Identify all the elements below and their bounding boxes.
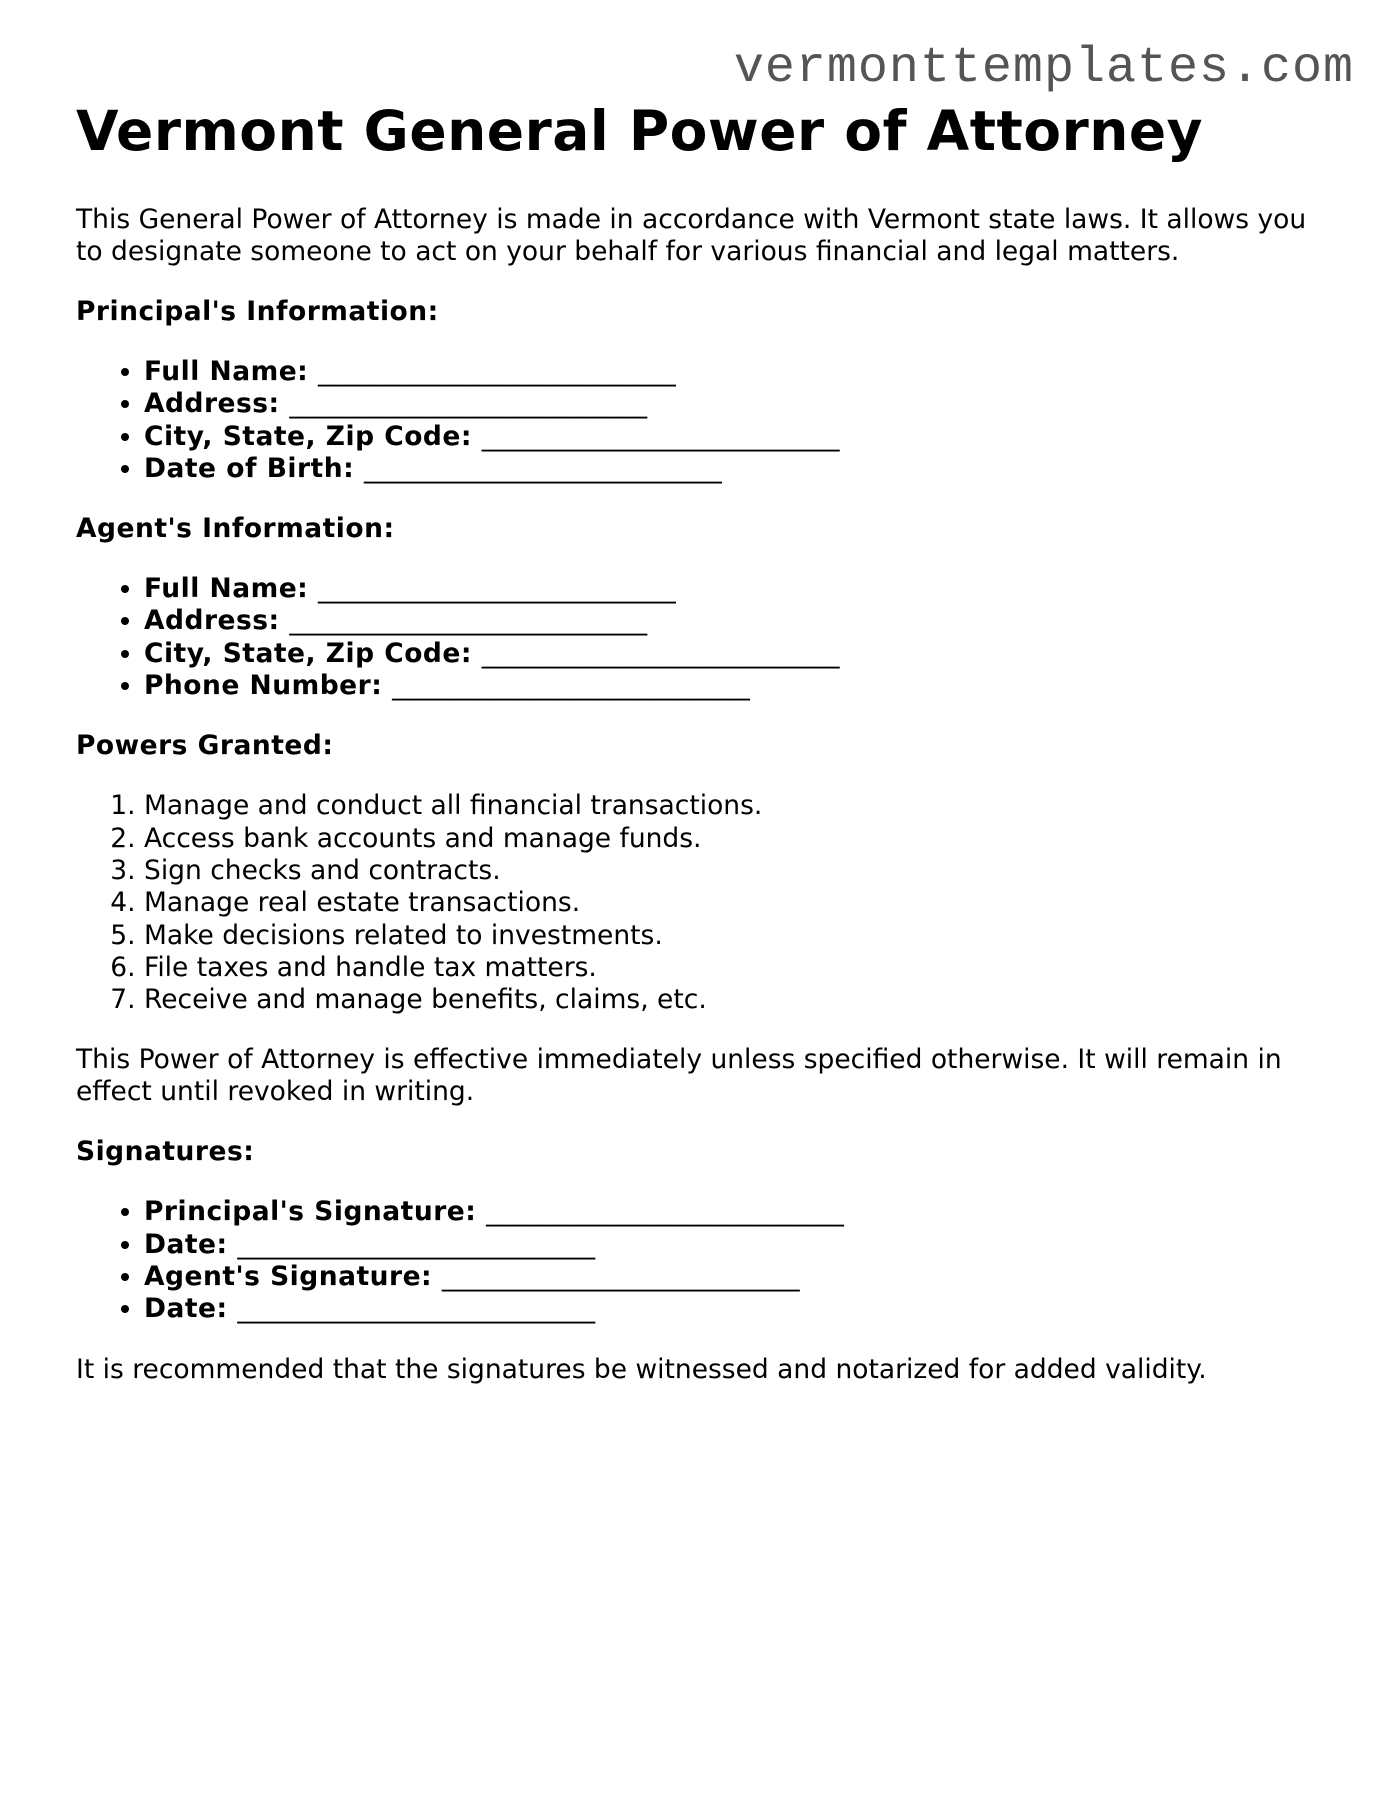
field-label: Date: [144,1293,228,1325]
powers-list [76,790,1326,1016]
signatures-section-heading: Signatures: [76,1136,255,1168]
principal-fields-list [76,356,1326,485]
field-label: City, State, Zip Code: [144,637,472,669]
field-label: Date of Birth: [144,452,355,484]
power-item: 1. Manage and conduct all financial transactions. [144,790,1326,822]
principal-date-of-birth-field [144,453,1326,485]
blank-line[interactable]: ___________________________ [289,605,648,637]
agent-signature-field [144,1261,1326,1293]
field-label: Full Name: [144,356,309,387]
blank-line[interactable]: ___________________________ [441,1261,800,1293]
agent-signature-date-field [144,1293,1326,1325]
power-item: 3. Sign checks and contracts. [144,855,1326,887]
blank-line[interactable]: ___________________________ [392,670,750,702]
powers-section-heading: Powers Granted: [76,730,334,762]
principal-section-heading: Principal's Information: [76,296,439,327]
agent-phone-number-field [144,670,1326,702]
agent-full-name-field [144,573,1326,605]
agent-section-heading: Agent's Information: [76,513,395,545]
closing-paragraph: It is recommended that the signatures be witnessed and notarized for added validity. [76,1353,1207,1385]
power-item: 4. Manage real estate transactions. [144,887,1326,919]
field-label: Date: [144,1228,228,1260]
blank-line[interactable]: ___________________________ [481,637,840,669]
intro-paragraph: This General Power of Attorney is made in accordance with Vermont state laws. It allows you to designate someone to act on your behalf for various financial and legal matters. [76,204,1307,267]
field-label: Principal's Signature: [144,1196,477,1228]
principal-city-state-zip-field [144,421,1326,453]
field-label: City, State, Zip Code: [144,420,472,452]
document-page [76,96,1326,1386]
power-item: 5. Make decisions related to investments. [144,920,1326,952]
field-label: Address: [144,605,280,637]
effective-paragraph: This Power of Attorney is effective immediately unless specified otherwise. It will remain in effect until revoked in writing. [76,1044,1282,1108]
principal-full-name-field [144,356,1326,388]
agent-fields-list [76,573,1326,702]
watermark: vermonttemplates.com [733,40,1354,97]
blank-line[interactable]: ___________________________ [237,1228,596,1260]
principal-signature-date-field [144,1229,1326,1261]
blank-line[interactable]: ___________________________ [481,420,840,452]
signatures-list [76,1196,1326,1325]
power-item: 2. Access bank accounts and manage funds. [144,823,1326,855]
blank-line[interactable]: ___________________________ [486,1196,844,1228]
field-label: Address: [144,388,280,420]
power-item: 6. File taxes and handle tax matters. [144,952,1326,984]
blank-line[interactable]: ___________________________ [363,452,722,484]
agent-address-field [144,605,1326,637]
agent-city-state-zip-field [144,638,1326,670]
principal-signature-field [144,1196,1326,1228]
field-label: Phone Number: [144,670,383,702]
field-label: Full Name: [144,573,309,605]
document-title: Vermont General Power of Attorney [76,99,1204,163]
blank-line[interactable]: ___________________________ [318,356,676,387]
field-label: Agent's Signature: [144,1261,433,1293]
principal-address-field [144,388,1326,420]
blank-line[interactable]: ___________________________ [289,388,648,420]
blank-line[interactable]: ___________________________ [318,573,676,605]
blank-line[interactable]: ___________________________ [237,1293,596,1325]
power-item: 7. Receive and manage benefits, claims, etc. [144,984,1326,1016]
